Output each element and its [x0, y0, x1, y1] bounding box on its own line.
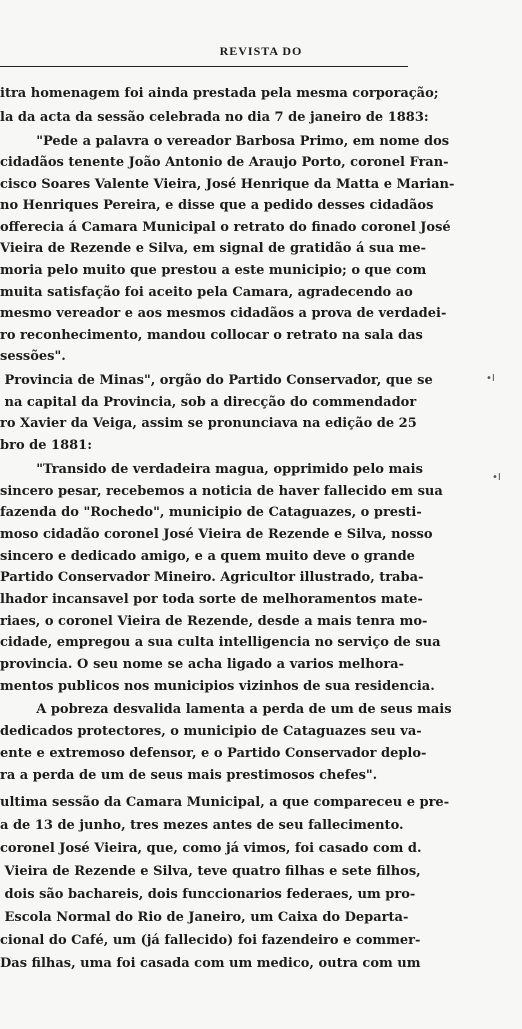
- text-line: Vieira de Rezende e Silva, em signal de gratidão á sua me-: [0, 241, 427, 256]
- text-line: bro de 1881:: [0, 438, 93, 453]
- text-line: A pobreza desvalida lamenta a perda de um de seus mais: [0, 702, 452, 717]
- text-line: lhador incansavel por toda sorte de melhoramentos mate-: [0, 592, 423, 607]
- text-line: ro reconhecimento, mandou collocar o retrato na sala das: [0, 328, 423, 343]
- text-line: mesmo vereador e aos mesmos cidadãos a prova de verdadei-: [0, 306, 447, 321]
- text-line: Partido Conservador Mineiro. Agricultor illustrado, traba-: [0, 570, 424, 585]
- text-line: dois são bachareis, dois funccionarios federaes, um pro-: [0, 887, 416, 902]
- text-line: moso cidadão coronel José Vieira de Rezende e Silva, nosso: [0, 527, 433, 542]
- text-line: ente e extremoso defensor, e o Partido Conservador deplo-: [0, 746, 427, 761]
- running-header: REVISTA DO: [219, 44, 303, 58]
- text-line: Das filhas, uma foi casada com um medico, outra com um: [0, 956, 421, 971]
- text-line: provincia. O seu nome se acha ligado a varios melhora-: [0, 657, 404, 672]
- text-line: fazenda do "Rochedo", municipio de Cataguazes, o presti-: [0, 505, 422, 520]
- text-line: no Henriques Pereira, e disse que a pedido desses cidadãos: [0, 198, 434, 213]
- text-line: sincero e dedicado amigo, e a quem muito deve o grande: [0, 549, 415, 564]
- text-line: la da acta da sessão celebrada no dia 7 de janeiro de 1883:: [0, 110, 429, 125]
- margin-mark: •I: [486, 373, 495, 384]
- text-line: cidadãos tenente João Antonio de Araujo Porto, coronel Fran-: [0, 155, 449, 170]
- text-line: ro Xavier da Veiga, assim se pronunciava na edição de 25: [0, 416, 417, 431]
- text-line: muita satisfação foi aceito pela Camara, agradecendo ao: [0, 285, 413, 300]
- text-line: offerecia á Camara Municipal o retrato do finado coronel José: [0, 220, 451, 235]
- text-line: dedicados protectores, o municipio de Cataguazes seu va-: [0, 724, 422, 739]
- text-line: itra homenagem foi ainda prestada pela mesma corporação;: [0, 86, 439, 101]
- text-line: mentos publicos nos municipios vizinhos de sua residencia.: [0, 679, 435, 694]
- text-line: sessões".: [0, 349, 66, 364]
- text-line: cional do Café, um (já fallecido) foi fazendeiro e commer-: [0, 933, 421, 948]
- text-line: "Transido de verdadeira magua, opprimido pelo mais: [0, 462, 423, 477]
- text-line: Vieira de Rezende e Silva, teve quatro filhas e sete filhos,: [0, 864, 421, 879]
- text-line: a de 13 de junho, tres mezes antes de seu fallecimento.: [0, 818, 404, 833]
- text-line: sincero pesar, recebemos a noticia de haver fallecido em sua: [0, 484, 443, 499]
- text-line: ultima sessão da Camara Municipal, a que compareceu e pre-: [0, 795, 450, 810]
- text-line: cidade, empregou a sua culta intelligencia no serviço de sua: [0, 635, 441, 650]
- text-line: na capital da Provincia, sob a direcção do commendador: [0, 395, 417, 410]
- text-line: Provincia de Minas", orgão do Partido Conservador, que se: [0, 373, 433, 388]
- margin-mark: •I: [492, 472, 501, 483]
- text-line: Escola Normal do Rio de Janeiro, um Caixa do Departa-: [0, 910, 409, 925]
- text-line: moria pelo muito que prestou a este municipio; o que com: [0, 263, 427, 278]
- text-line: riaes, o coronel Vieira de Rezende, desde a mais tenra mo-: [0, 614, 428, 629]
- header-rule: [0, 66, 408, 67]
- text-line: coronel José Vieira, que, como já vimos, foi casado com d.: [0, 841, 422, 856]
- text-line: cisco Soares Valente Vieira, José Henrique da Matta e Marian-: [0, 177, 455, 192]
- text-line: ra a perda de um de seus mais prestimosos chefes".: [0, 768, 378, 783]
- text-line: "Pede a palavra o vereador Barbosa Primo, em nome dos: [0, 134, 450, 149]
